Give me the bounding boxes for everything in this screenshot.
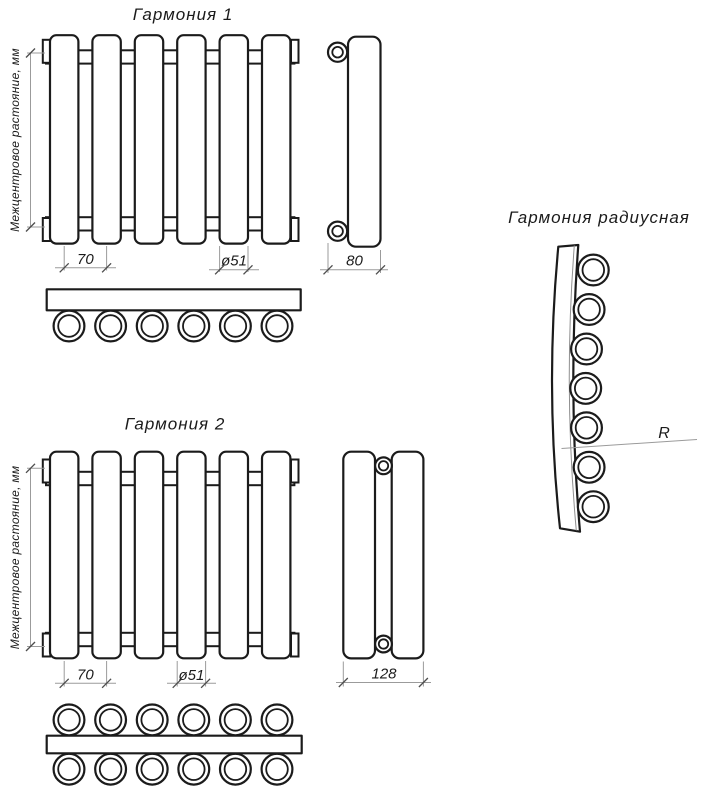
dim-diameter-1: ø51 (221, 252, 247, 270)
dim-depth-2: 128 (371, 665, 397, 683)
tube (135, 35, 163, 243)
dimension-pitch-1 (55, 246, 116, 272)
tube-section (574, 452, 605, 483)
tube-section (137, 754, 168, 785)
title-harmony-radius: Гармония радиусная (508, 208, 690, 227)
bottom-collector (46, 633, 294, 646)
bottom-collector (46, 217, 294, 230)
tube (50, 452, 78, 659)
collector-cap (291, 40, 299, 63)
tube-section (137, 311, 168, 342)
dimension-center-distance-2 (8, 464, 45, 651)
dim-diameter-2: ø51 (178, 667, 205, 684)
axis-label-harmony-2: Межцентровое растояние, мм (8, 465, 22, 650)
tube-section (220, 754, 251, 785)
harmony-radius-view (508, 208, 697, 532)
harmony-1-top-view (47, 289, 301, 341)
tube-section (262, 705, 293, 736)
collector-cap (291, 634, 299, 657)
tube-section (220, 705, 251, 736)
tube (262, 452, 290, 659)
connection-port (328, 43, 347, 62)
tube-section (262, 311, 293, 342)
collector-cap (291, 460, 299, 483)
connection-port (375, 457, 392, 474)
title-harmony-1: Гармония 1 (132, 5, 234, 24)
tube-section (95, 705, 126, 736)
collector-plan (47, 736, 302, 754)
collector-plan (47, 289, 301, 310)
dimension-pitch-2 (55, 661, 116, 688)
dim-pitch-1: 70 (77, 251, 94, 268)
dimension-center-distance-1 (8, 48, 45, 232)
top-collector (46, 472, 294, 485)
connection-port (328, 222, 347, 241)
tube-section (54, 705, 85, 736)
tube-section (137, 705, 168, 736)
tube-section (574, 294, 605, 325)
tube (135, 452, 163, 659)
tube-section (178, 705, 209, 736)
tube-section (578, 255, 609, 286)
tube-section (95, 754, 126, 785)
tube-section (220, 311, 251, 342)
dimension-depth-2 (336, 662, 431, 688)
tube (92, 35, 120, 243)
connection-port (375, 636, 392, 653)
tube-section (262, 754, 293, 785)
dimension-diameter-1 (209, 246, 259, 274)
harmony-2-top-view (47, 705, 302, 785)
tube (220, 35, 248, 243)
dim-radius: R (658, 425, 670, 442)
tube (177, 35, 205, 243)
harmony-1-front-view (8, 5, 299, 274)
tube (262, 35, 290, 243)
collector-cap (291, 218, 299, 241)
dim-depth-1: 80 (346, 252, 363, 270)
title-harmony-2: Гармония 2 (124, 414, 226, 434)
tube (220, 452, 248, 659)
tube-section (54, 311, 85, 342)
tube-section (178, 754, 209, 785)
harmony-2-side-view (336, 452, 431, 687)
tube (92, 452, 120, 659)
tube (177, 452, 205, 659)
dimension-depth-1 (320, 243, 388, 274)
top-collector (46, 50, 294, 63)
tube-section (54, 754, 85, 785)
dim-pitch-2: 70 (77, 666, 94, 684)
tube-section (578, 491, 609, 522)
dimension-diameter-2 (167, 661, 216, 688)
side-body (348, 37, 381, 247)
tube-section (178, 311, 209, 342)
axis-label-harmony-1: Межцентровое растояние, мм (8, 48, 22, 232)
harmony-1-side-view (320, 37, 388, 275)
tube (50, 35, 78, 243)
tube-section (571, 412, 602, 443)
tube-section (571, 334, 602, 365)
side-body (343, 452, 375, 659)
tube-section (95, 311, 126, 342)
tube-section (570, 373, 601, 404)
side-body (392, 452, 424, 659)
harmony-2-front-view (8, 415, 299, 688)
